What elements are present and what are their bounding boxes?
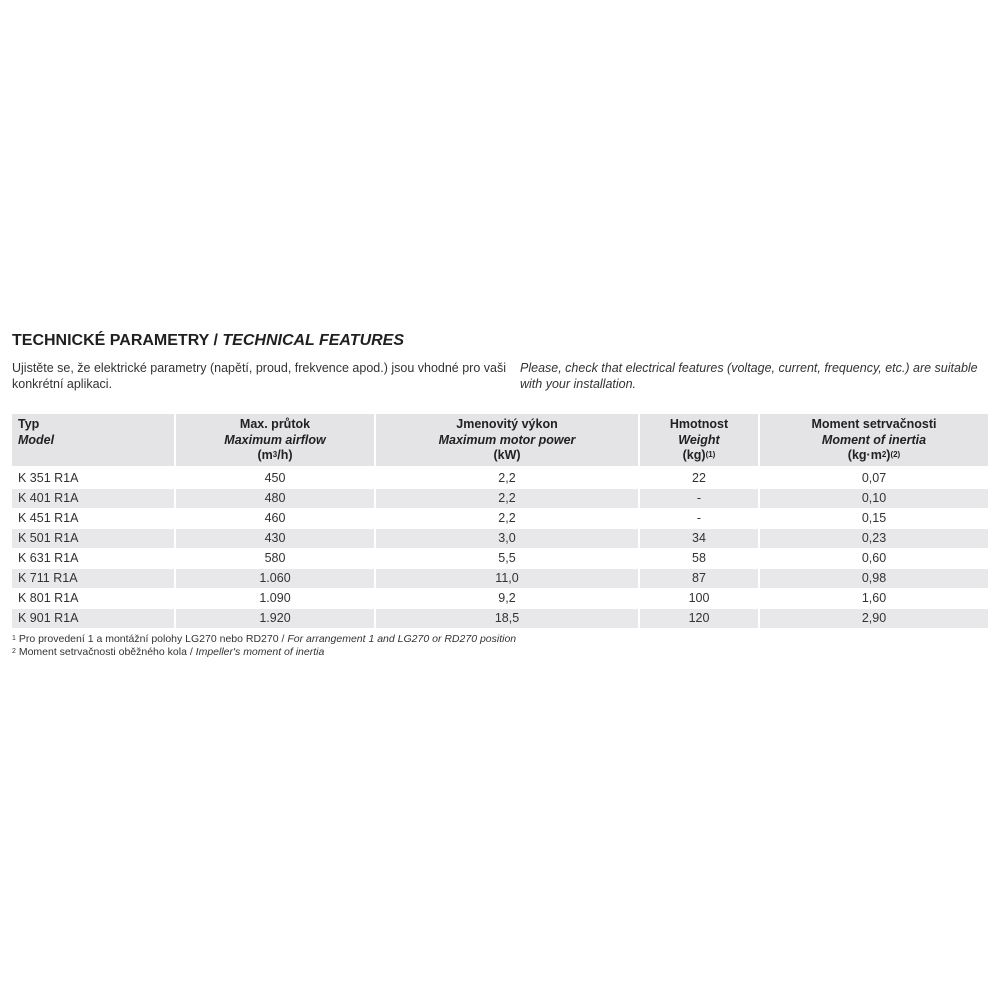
cell-model: K 711 R1A	[12, 569, 176, 589]
cell-inertia: 1,60	[760, 589, 988, 609]
cell-airflow: 1.060	[176, 569, 376, 589]
cell-airflow: 480	[176, 489, 376, 509]
header-airflow: Max. průtok Maximum airflow $(m^3/h)$	[176, 414, 376, 469]
cell-motor-power: 3,0	[376, 529, 640, 549]
cell-motor-power: 11,0	[376, 569, 640, 589]
technical-table	[12, 414, 988, 629]
footnote-1: $^1$ Pro provedení 1 a montážní polohy LG270 nebo RD270 / For arrangement 1 and LG270 or RD270 position	[12, 632, 517, 645]
cell-airflow: 460	[176, 509, 376, 529]
cell-motor-power: 2,2	[376, 489, 640, 509]
cell-inertia: 0,60	[760, 549, 988, 569]
cell-model: K 351 R1A	[12, 469, 176, 489]
title-cz: TECHNICKÉ PARAMETRY /	[12, 332, 223, 349]
table-row	[12, 529, 988, 549]
cell-airflow: 430	[176, 529, 376, 549]
footnote-2: $^2$ Moment setrvačnosti oběžného kola / Impeller's moment of inertia	[12, 645, 325, 658]
cell-motor-power: 9,2	[376, 589, 640, 609]
cell-model: K 631 R1A	[12, 549, 176, 569]
cell-weight: -	[640, 489, 760, 509]
header-model: Typ Model	[12, 414, 176, 469]
cell-inertia: 0,98	[760, 569, 988, 589]
cell-motor-power: 2,2	[376, 469, 640, 489]
technical-features-section	[12, 330, 988, 659]
cell-weight: 100	[640, 589, 760, 609]
table-row	[12, 569, 988, 589]
cell-inertia: 0,10	[760, 489, 988, 509]
cell-model: K 501 R1A	[12, 529, 176, 549]
cell-model: K 801 R1A	[12, 589, 176, 609]
table-row	[12, 609, 988, 629]
title-en: TECHNICAL FEATURES	[222, 332, 405, 349]
intro-text	[12, 360, 988, 392]
cell-weight: 120	[640, 609, 760, 629]
table-row	[12, 489, 988, 509]
cell-model: K 401 R1A	[12, 489, 176, 509]
cell-motor-power: 5,5	[376, 549, 640, 569]
header-weight: Hmotnost Weight (kg)$^{(1)}$	[640, 414, 760, 469]
section-title	[12, 330, 988, 352]
header-inertia: Moment setrvačnosti Moment of inertia $(kg\cdot m^2)^{(2)}$	[760, 414, 988, 469]
cell-inertia: 0,23	[760, 529, 988, 549]
cell-weight: 87	[640, 569, 760, 589]
table-body	[12, 469, 988, 629]
cell-airflow: 580	[176, 549, 376, 569]
intro-en: Please, check that electrical features (voltage, current, frequency, etc.) are suitable with your installation.	[520, 361, 978, 391]
cell-airflow: 450	[176, 469, 376, 489]
table-row	[12, 509, 988, 529]
cell-model: K 451 R1A	[12, 509, 176, 529]
cell-inertia: 0,15	[760, 509, 988, 529]
cell-motor-power: 2,2	[376, 509, 640, 529]
cell-weight: 22	[640, 469, 760, 489]
cell-inertia: 0,07	[760, 469, 988, 489]
table-row	[12, 549, 988, 569]
cell-airflow: 1.090	[176, 589, 376, 609]
cell-inertia: 2,90	[760, 609, 988, 629]
table-row	[12, 469, 988, 489]
intro-cz: Ujistěte se, že elektrické parametry (napětí, proud, frekvence apod.) jsou vhodné pro vaši konkrétní aplikaci.	[12, 361, 507, 391]
footnotes	[12, 633, 988, 659]
table-header-row	[12, 414, 988, 469]
cell-weight: -	[640, 509, 760, 529]
cell-weight: 34	[640, 529, 760, 549]
table-row	[12, 589, 988, 609]
cell-airflow: 1.920	[176, 609, 376, 629]
cell-motor-power: 18,5	[376, 609, 640, 629]
header-motor-power: Jmenovitý výkon Maximum motor power (kW)	[376, 414, 640, 469]
cell-model: K 901 R1A	[12, 609, 176, 629]
cell-weight: 58	[640, 549, 760, 569]
